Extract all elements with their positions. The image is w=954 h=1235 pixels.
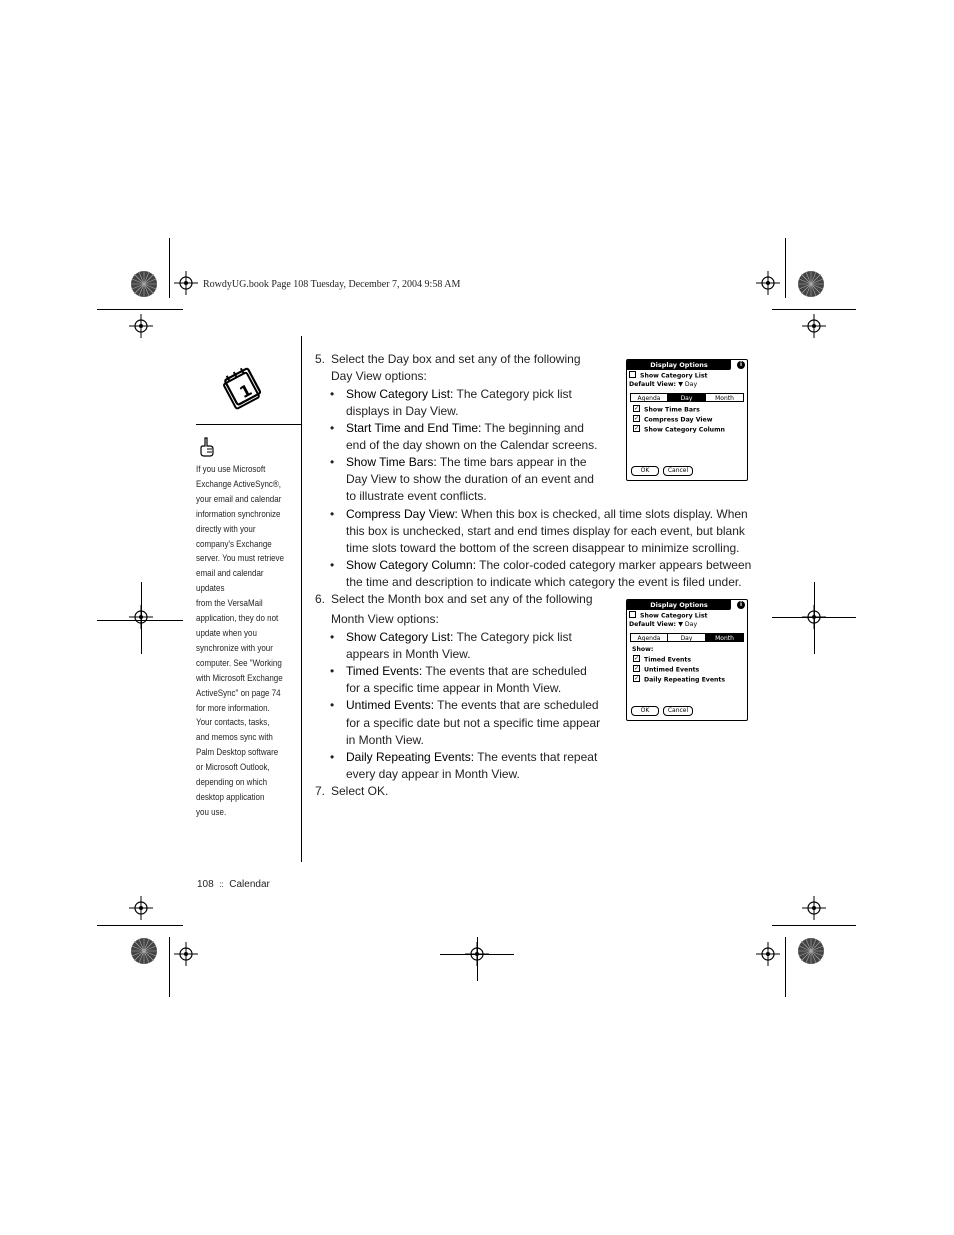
tip-line: Exchange ActiveSync®, (196, 478, 282, 489)
dropdown-arrow-icon: ▼ (678, 621, 683, 628)
bullet: • (330, 664, 335, 678)
tip-line: for more information. (196, 702, 270, 713)
pointing-hand-icon (199, 437, 215, 457)
crop-line (477, 937, 478, 981)
show-category-list-checkbox[interactable]: Show Category List (629, 612, 707, 620)
screen-title: Display Options (650, 601, 708, 609)
show-category-column-checkbox[interactable]: ✓ Show Category Column (634, 425, 725, 434)
display-options-day-screen (626, 359, 748, 481)
option-desc: When this box is checked, all time slots display. When (457, 507, 748, 521)
cancel-button[interactable]: Cancel (663, 466, 693, 476)
tip-line: email and calendar updates (196, 568, 264, 594)
step-text: Day View options: (331, 369, 427, 383)
sidebar-tip (196, 462, 292, 820)
tab-agenda[interactable]: Agenda (630, 633, 668, 642)
option-desc: the time and description to indicate which category the event is filed under. (346, 575, 742, 589)
untimed-events-checkbox[interactable]: ✓ Untimed Events (634, 665, 700, 674)
step-text: Select OK. (331, 784, 389, 798)
registration-mark-icon (802, 896, 826, 920)
registration-mark-icon (756, 942, 780, 966)
column-divider (301, 336, 302, 862)
tip-line: your email and calendar (196, 493, 282, 504)
calendar-icon (222, 364, 266, 410)
option-desc: The events that are scheduled (422, 664, 587, 678)
bullet: • (330, 630, 335, 644)
default-view-picker[interactable]: ▼ Day (678, 381, 698, 388)
registration-mark-icon (174, 942, 198, 966)
compress-day-view-checkbox[interactable]: ✓ Compress Day View (634, 415, 713, 424)
tip-line: ActiveSync" on page 74 (196, 687, 281, 698)
option-item (346, 420, 584, 437)
option-item (346, 506, 748, 523)
step-number: 7. (315, 784, 326, 798)
ok-button[interactable]: OK (631, 706, 659, 716)
option-desc: The Category pick list (453, 630, 572, 644)
tip-line: Palm Desktop software (196, 747, 279, 758)
page-footer (197, 879, 270, 890)
tip-line: information synchronize (196, 508, 281, 519)
tip-line: application, they do not (196, 613, 279, 624)
tip-line: synchronize with your (196, 642, 273, 653)
show-category-list-checkbox[interactable]: Show Category List (629, 372, 707, 380)
default-view-row: Default View: ▼ Day (629, 621, 698, 628)
tip-line: depending on which (196, 777, 268, 788)
cancel-button[interactable]: Cancel (663, 706, 693, 716)
show-label: Show: (632, 646, 654, 653)
crop-line (141, 582, 142, 654)
option-desc: The time bars appear in the (436, 455, 587, 469)
tip-line: update when you (196, 627, 257, 638)
tab-day[interactable]: Day (667, 633, 706, 642)
step-text: Select the Month box and set any of the following (331, 592, 593, 606)
option-desc: The Category pick list (453, 387, 572, 401)
step-text: Select the Day box and set any of the following (331, 352, 581, 366)
option-term: Show Category List: (346, 630, 454, 644)
option-desc: displays in Day View. (346, 404, 459, 418)
tip-line: Your contacts, tasks, (196, 717, 270, 728)
option-term: Show Time Bars: (346, 455, 437, 469)
print-header: RowdyUG.book Page 108 Tuesday, December 7, 2004 9:58 AM (203, 279, 461, 290)
color-target-icon (797, 937, 825, 965)
registration-mark-icon (756, 271, 780, 295)
tip-line: computer. See "Working (196, 657, 282, 668)
section-name: Calendar (229, 879, 270, 890)
bullet: • (330, 387, 335, 401)
option-item (346, 749, 597, 766)
tip-line: company's Exchange (196, 538, 272, 549)
registration-mark-icon (129, 314, 153, 338)
tab-month[interactable]: Month (705, 393, 744, 402)
option-item (346, 697, 599, 714)
bullet: • (330, 698, 335, 712)
option-desc: appears in Month View. (346, 647, 471, 661)
option-desc: The events that repeat (474, 750, 598, 764)
tip-line: directly with your (196, 523, 256, 534)
option-term: Compress Day View: (346, 507, 458, 521)
registration-mark-icon (129, 896, 153, 920)
tip-line: or Microsoft Outlook, (196, 762, 270, 773)
option-desc: Day View to show the duration of an event and (346, 472, 594, 486)
option-desc: to illustrate event conflicts. (346, 489, 487, 503)
step-number: 5. (315, 352, 326, 366)
option-item (346, 557, 751, 574)
step-text: Month View options: (331, 612, 439, 626)
info-icon[interactable]: i (737, 361, 745, 369)
option-desc: end of the day shown on the Calendar screens. (346, 438, 598, 452)
tip-line: you use. (196, 806, 227, 817)
crop-line (97, 620, 183, 621)
option-term: Daily Repeating Events: (346, 750, 475, 764)
ok-button[interactable]: OK (631, 466, 659, 476)
option-desc: time slots toward the bottom of the screen disappear to minimize scrolling. (346, 541, 740, 555)
default-view-picker[interactable]: ▼ Day (678, 621, 698, 628)
crop-line (814, 582, 815, 654)
bullet: • (330, 507, 335, 521)
bullet: • (330, 421, 335, 435)
option-term: Show Category Column: (346, 558, 477, 572)
tab-month[interactable]: Month (705, 633, 744, 642)
tab-agenda[interactable]: Agenda (630, 393, 668, 402)
tip-line: and memos sync with (196, 732, 273, 743)
sidebar-divider (196, 424, 302, 425)
footer-separator: :: (219, 880, 224, 889)
option-desc: for a specific time appear in Month View. (346, 681, 562, 695)
option-desc: for a specific date but not a specific time appear (346, 716, 601, 730)
tip-line: from the VersaMail (196, 598, 263, 609)
option-item (346, 663, 587, 680)
option-desc: The beginning and (481, 421, 584, 435)
option-term: Start Time and End Time: (346, 421, 482, 435)
registration-mark-icon (174, 271, 198, 295)
option-item (346, 386, 572, 403)
option-desc: every day appear in Month View. (346, 767, 520, 781)
bullet: • (330, 455, 335, 469)
tab-day[interactable]: Day (667, 393, 706, 402)
step-number: 6. (315, 592, 326, 606)
screen-title: Display Options (650, 361, 708, 369)
option-term: Untimed Events: (346, 698, 435, 712)
option-desc: The events that are scheduled (434, 698, 599, 712)
option-desc: this box is unchecked, start and end times display for each event, but blank (346, 524, 745, 538)
option-desc: in Month View. (346, 733, 424, 747)
bullet: • (330, 750, 335, 764)
registration-mark-icon (802, 314, 826, 338)
color-target-icon (797, 270, 825, 298)
info-icon[interactable]: i (737, 601, 745, 609)
color-target-icon (130, 937, 158, 965)
option-term: Show Category List: (346, 387, 454, 401)
dropdown-arrow-icon: ▼ (678, 381, 683, 388)
option-term: Timed Events: (346, 664, 423, 678)
tip-line: with Microsoft Exchange (196, 672, 283, 683)
default-view-row: Default View: ▼ Day (629, 381, 698, 388)
show-time-bars-checkbox[interactable]: ✓ Show Time Bars (634, 405, 700, 414)
timed-events-checkbox[interactable]: ✓ Timed Events (634, 655, 692, 664)
tip-line: If you use Microsoft (196, 464, 266, 474)
color-target-icon (130, 270, 158, 298)
bullet: • (330, 558, 335, 572)
tip-line: server. You must retrieve (196, 553, 285, 564)
option-item (346, 454, 587, 471)
daily-repeating-events-checkbox[interactable]: ✓ Daily Repeating Events (634, 675, 726, 684)
option-item (346, 629, 572, 646)
page-number: 108 (197, 879, 214, 890)
option-desc: The color-coded category marker appears between (476, 558, 752, 572)
tip-line: desktop application (196, 791, 265, 802)
svg-text:1: 1 (236, 380, 256, 403)
display-options-month-screen (626, 599, 748, 721)
